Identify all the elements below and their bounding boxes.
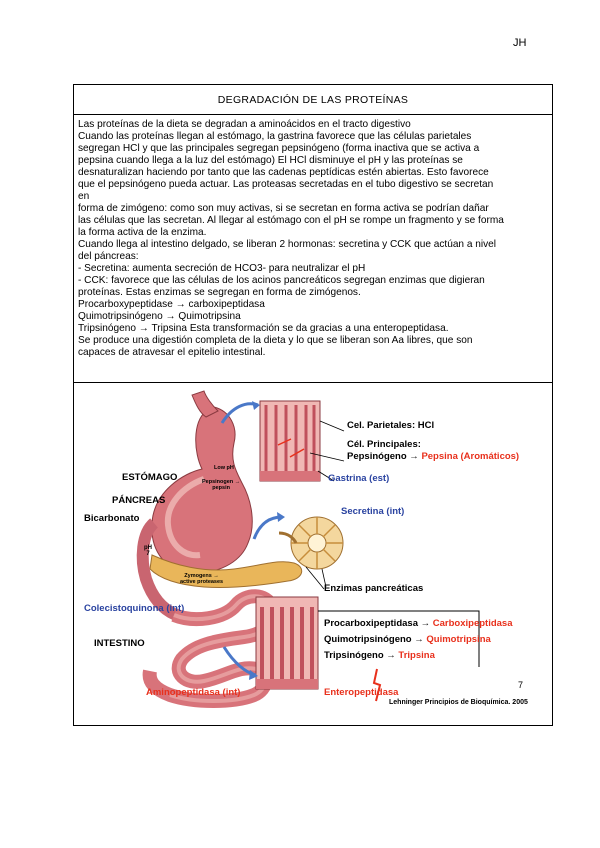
body-line: Procarboxypeptidase → carboxipeptidasa	[78, 299, 265, 310]
label-aminopeptidasa: Aminopeptidasa (int)	[146, 687, 241, 698]
label-estomago: ESTÓMAGO	[122, 472, 178, 483]
body-line: en	[78, 191, 90, 202]
body-line: Las proteínas de la dieta se degradan a aminoácidos en el tracto digestivo	[78, 119, 411, 130]
label-pepsina: Pepsina (Aromáticos)	[421, 451, 520, 462]
body-line: capaces de atravesar el epitelio intestinal.	[78, 347, 266, 358]
body-line: que el pepsinógeno pueda actuar. Las proteasas secretadas en el tubo digestivo se secretan	[78, 179, 494, 190]
page-number: 7	[518, 680, 524, 690]
body-line: del páncreas:	[78, 251, 139, 262]
body-line: Cuando llega al intestino delgado, se liberan 2 hormonas: secretina y CCK que actúan a nivel	[78, 239, 497, 250]
figure-credit: Lehninger Principios de Bioquímica. 2005	[389, 699, 528, 706]
body-line: proteínas. Estas enzimas se segregan en forma de zimógenos.	[78, 287, 361, 298]
body-line: - Secretina: aumenta secreción de HCO3- para neutralizar el pH	[78, 263, 366, 274]
body-line: desnaturalizan haciendo por tanto que las cadenas peptídicas estén abiertas. Esto favorece	[78, 167, 489, 178]
body-line: las células que las secretan. Al llegar al estómago con el pH se rompe un fragmento y se forma	[78, 215, 504, 226]
label-gastrina: Gastrina (est)	[328, 473, 390, 484]
label-tripsinogeno: Tripsinógeno →	[324, 650, 396, 661]
body-line: segregan HCl y que las principales segregan pepsinógeno (forma inactiva que se activa a	[78, 143, 480, 154]
body-line: pepsina cuando llega a la luz del estómago) El HCl disminuye el pH y las proteínas se	[78, 155, 463, 166]
label-ph7: pH 7	[144, 545, 152, 557]
label-intestino: INTESTINO	[94, 638, 145, 649]
body-line: la forma activa de la enzima.	[78, 227, 207, 238]
label-enteropeptidasa: Enteropeptidasa	[324, 687, 399, 698]
body-line: Cuando las proteínas llegan al estómago, la gastrina favorece que las células parietales	[78, 131, 472, 142]
body-line: forma de zimógeno: como son muy activas, si se secretan en forma activa se podrían dañar	[78, 203, 489, 214]
label-bicarbonato: Bicarbonato	[84, 513, 140, 524]
content-frame	[73, 84, 553, 726]
label-tripsina: Tripsina	[398, 650, 435, 661]
body-line: Se produce una digestión completa de la dieta y lo que se liberan son Aa libres, que son	[78, 335, 473, 346]
label-procarboxi: Procarboxipeptidasa →	[324, 618, 431, 629]
label-low-ph: Low pH	[214, 465, 234, 471]
label-parietales: Cel. Parietales: HCl	[347, 420, 435, 431]
label-colecistoquinona: Colecistoquinona (int)	[84, 603, 185, 614]
label-quimotripsina: Quimotripsina	[426, 634, 491, 645]
label-carboxi: Carboxipeptidasa	[432, 618, 513, 629]
label-secretina: Secretina (int)	[341, 506, 405, 517]
label-enzimas: Enzimas pancreáticas	[324, 583, 424, 594]
label-pancreas: PÁNCREAS	[112, 495, 166, 506]
label-zymogens: Zymogens → active proteases	[180, 573, 224, 585]
stomach-tissue-block	[260, 401, 320, 481]
label-pepsinogen-pepsin: Pepsinogen → pepsin	[202, 479, 241, 491]
label-pepsinogeno: Pepsinógeno →	[347, 451, 419, 462]
header-initials: JH	[513, 37, 527, 49]
label-principales: Cél. Principales:	[347, 439, 421, 450]
body-line: Tripsinógeno → Tripsina Esta transformación se da gracias a una enteropeptidasa.	[78, 323, 449, 334]
digestion-figure	[74, 383, 552, 726]
label-tripsina-row	[324, 650, 435, 661]
label-quimotripsinogeno: Quimotripsinógeno →	[324, 634, 424, 645]
label-quimo-row	[324, 634, 491, 645]
body-line: Quimotripsinógeno → Quimotripsina	[78, 311, 241, 322]
section-title: DEGRADACIÓN DE LAS PROTEÍNAS	[74, 85, 552, 115]
label-pepsina-row	[347, 451, 519, 462]
label-carboxi-row	[324, 618, 512, 629]
pancreatic-acinus	[279, 517, 343, 569]
body-text	[74, 115, 552, 383]
body-line: - CCK: favorece que las células de los acinos pancreáticos segregan enzimas que digieran	[78, 275, 485, 286]
intestine-tissue-block	[256, 597, 318, 689]
